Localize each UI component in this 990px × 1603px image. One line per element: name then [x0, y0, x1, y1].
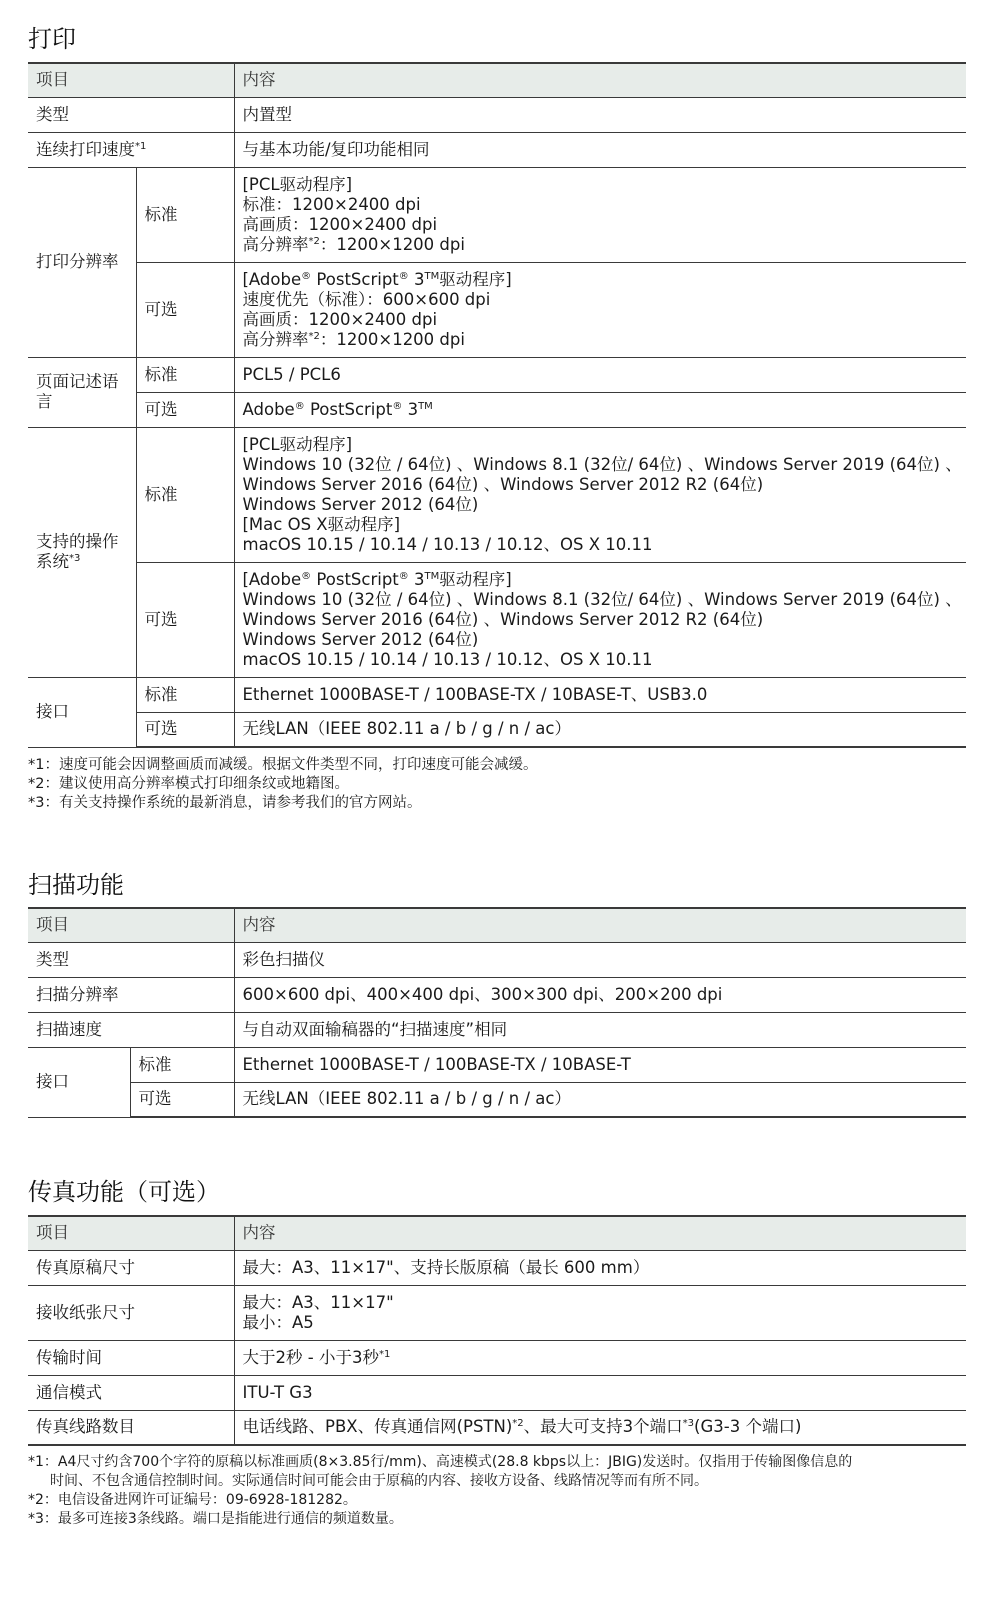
- table-row: [28, 97, 966, 132]
- row-label: 传输时间: [28, 1340, 234, 1375]
- footnote: *1：速度可能会因调整画质而减缓。根据文件类型不同，打印速度可能会减缓。: [28, 757, 538, 773]
- footnote: *2：电信设备进网许可证编号：09-6928-181282。: [28, 1492, 357, 1508]
- scan-table: [28, 907, 966, 1118]
- sub-label: 可选: [130, 1082, 234, 1117]
- table-row: [28, 167, 966, 262]
- row-label: 接收纸张尺寸: [28, 1285, 234, 1340]
- row-value: ITU-T G3: [234, 1375, 966, 1410]
- row-value: Ethernet 1000BASE-T / 100BASE-TX / 10BASE-T、USB3.0: [234, 677, 966, 712]
- footnote: *1：A4尺寸约含700个字符的原稿以标准画质(8×3.85行/mm)、高速模式(28.8 kbps以上：JBIG)发送时。仅指用于传输图像信息的: [28, 1454, 853, 1470]
- sub-label: 可选: [136, 262, 234, 357]
- footnote: *3：有关支持操作系统的最新消息，请参考我们的官方网站。: [28, 795, 422, 811]
- table-row: [28, 1082, 966, 1117]
- row-value: 彩色扫描仪: [234, 942, 966, 977]
- sub-label: 标准: [136, 167, 234, 262]
- fax-notes: [28, 1453, 966, 1529]
- header-content: 内容: [234, 63, 966, 97]
- print-title: 打印: [28, 25, 76, 53]
- row-label: 扫描分辨率: [28, 977, 234, 1012]
- fax-title: 传真功能（可选）: [28, 1178, 220, 1206]
- row-value: [Adobe® PostScript® 3™驱动程序] 速度优先（标准）：600×600 dpi 高画质：1200×2400 dpi 高分辨率$^{*2}$：1200×1200 dpi: [234, 262, 966, 357]
- print-table: [28, 62, 966, 748]
- table-row: [28, 977, 966, 1012]
- row-label: 接口: [28, 1047, 130, 1117]
- row-label: 类型: [28, 942, 234, 977]
- header-item: 项目: [28, 1216, 234, 1250]
- row-label: 打印分辨率: [28, 167, 136, 357]
- table-row: [28, 1340, 966, 1375]
- sub-label: 标准: [136, 677, 234, 712]
- row-value: 无线LAN（IEEE 802.11 a / b / g / n / ac）: [234, 712, 966, 747]
- table-row: [28, 712, 966, 747]
- row-value: 大于2秒 - 小于3秒$^{*1}$: [234, 1340, 966, 1375]
- table-row: [28, 677, 966, 712]
- table-header-row: [28, 1216, 966, 1250]
- row-label: 通信模式: [28, 1375, 234, 1410]
- fax-table: [28, 1215, 966, 1446]
- scan-title: 扫描功能: [28, 871, 124, 899]
- sub-label: 标准: [136, 357, 234, 392]
- row-value: PCL5 / PCL6: [234, 357, 966, 392]
- row-value: 最大：A3、11×17" 最小：A5: [234, 1285, 966, 1340]
- print-notes: [28, 756, 966, 813]
- row-value: 内置型: [234, 97, 966, 132]
- row-value: [PCL驱动程序] 标准：1200×2400 dpi 高画质：1200×2400 dpi 高分辨率$^{*2}$：1200×1200 dpi: [234, 167, 966, 262]
- table-row: [28, 1047, 966, 1082]
- row-label: 传真原稿尺寸: [28, 1250, 234, 1285]
- sub-label: 标准: [130, 1047, 234, 1082]
- footnote: 时间、不包含通信控制时间。实际通信时间可能会由于原稿的内容、接收方设备、线路情况等而有所不同。: [50, 1473, 708, 1489]
- table-row: [28, 1250, 966, 1285]
- table-row: [28, 262, 966, 357]
- table-row: [28, 1285, 966, 1340]
- row-label: 类型: [28, 97, 234, 132]
- table-row: [28, 427, 966, 562]
- row-value: [PCL驱动程序] Windows 10 (32位 / 64位) 、Windows 8.1 (32位/ 64位) 、Windows Server 2019 (64位) 、 Windows Server 2016 (64位) 、Windows Server 2012 R2 (64位) Windows Server 2012 (64位) [Mac OS X驱动程序] macOS 10.15 / 10.14 / 10.13 / 10.12、OS X 10.11: [234, 427, 966, 562]
- row-value: Ethernet 1000BASE-T / 100BASE-TX / 10BASE-T: [234, 1047, 966, 1082]
- row-value: 600×600 dpi、400×400 dpi、300×300 dpi、200×200 dpi: [234, 977, 966, 1012]
- table-row: [28, 132, 966, 167]
- row-value: 无线LAN（IEEE 802.11 a / b / g / n / ac）: [234, 1082, 966, 1117]
- row-label: 页面记述语言: [28, 357, 136, 427]
- footnote: *3：最多可连接3条线路。端口是指能进行通信的频道数量。: [28, 1511, 403, 1527]
- table-row: [28, 1012, 966, 1047]
- row-label: 接口: [28, 677, 136, 747]
- sub-label: 可选: [136, 392, 234, 427]
- row-value: 与自动双面输稿器的“扫描速度”相同: [234, 1012, 966, 1047]
- row-label: 扫描速度: [28, 1012, 234, 1047]
- table-row: [28, 357, 966, 392]
- table-row: [28, 1375, 966, 1410]
- footnote: *2：建议使用高分辨率模式打印细条纹或地籍图。: [28, 776, 349, 792]
- sub-label: 标准: [136, 427, 234, 562]
- row-label: 连续打印速度$^{*1}$: [28, 132, 234, 167]
- row-value: 与基本功能/复印功能相同: [234, 132, 966, 167]
- table-header-row: [28, 63, 966, 97]
- sub-label: 可选: [136, 712, 234, 747]
- header-item: 项目: [28, 63, 234, 97]
- row-value: [Adobe® PostScript® 3™驱动程序] Windows 10 (32位 / 64位) 、Windows 8.1 (32位/ 64位) 、Windows Server 2019 (64位) 、 Windows Server 2016 (64位) 、Windows Server 2012 R2 (64位) Windows Server 2012 (64位) macOS 10.15 / 10.14 / 10.13 / 10.12、OS X 10.11: [234, 562, 966, 677]
- row-value: 电话线路、PBX、传真通信网(PSTN)$^{*2}$、最大可支持3个端口$^{*3}$(G3-3 个端口): [234, 1410, 966, 1445]
- sub-label: 可选: [136, 562, 234, 677]
- row-value: 最大：A3、11×17"、支持长版原稿（最长 600 mm）: [234, 1250, 966, 1285]
- table-row: [28, 392, 966, 427]
- table-row: [28, 1410, 966, 1445]
- header-item: 项目: [28, 908, 234, 942]
- table-row: [28, 562, 966, 677]
- table-header-row: [28, 908, 966, 942]
- table-row: [28, 942, 966, 977]
- row-label: 支持的操作系统$^{*3}$: [28, 427, 136, 677]
- header-content: 内容: [234, 908, 966, 942]
- header-content: 内容: [234, 1216, 966, 1250]
- row-label: 传真线路数目: [28, 1410, 234, 1445]
- row-value: Adobe® PostScript® 3™: [234, 392, 966, 427]
